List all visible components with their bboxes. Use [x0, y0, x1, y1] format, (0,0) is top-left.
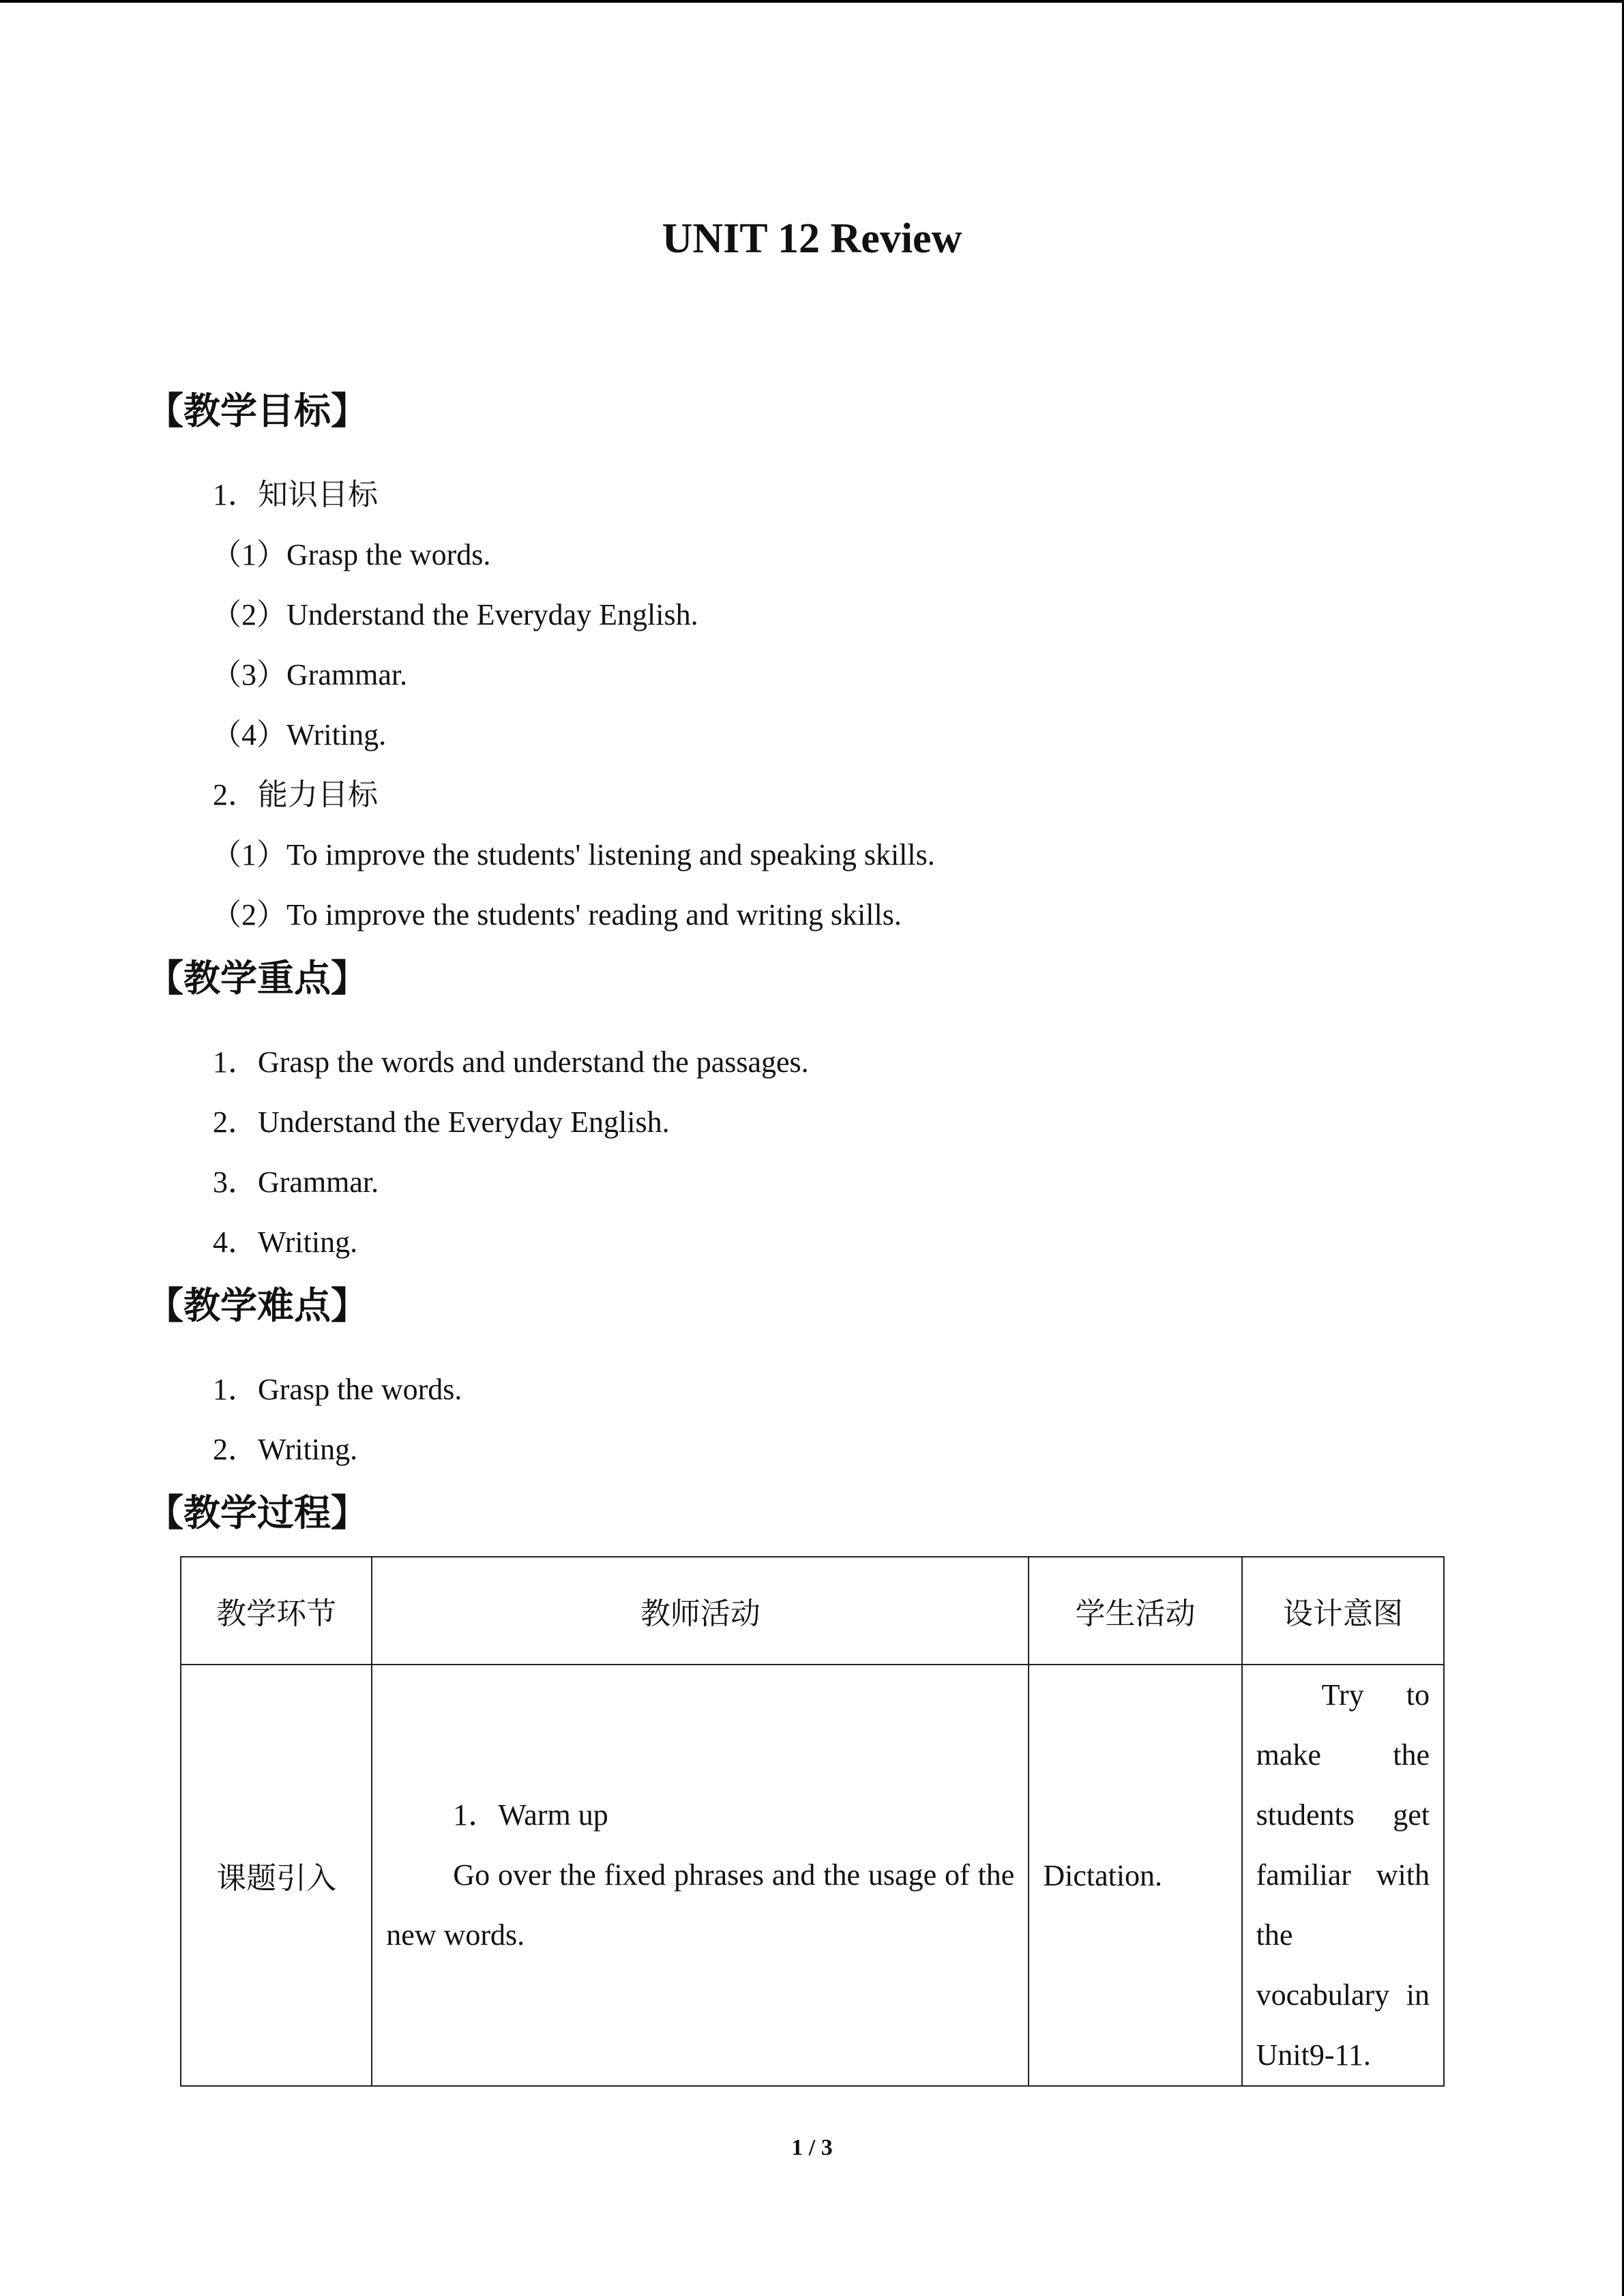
difficulty-item-1: 1．Grasp the words.	[213, 1373, 462, 1406]
knowledge-item-3: （3）Grammar.	[211, 658, 408, 691]
ability-item-2: （2）To improve the students' reading and writing skills.	[211, 898, 902, 931]
page-number: 1 / 3	[791, 2135, 833, 2160]
key-point-item-2: 2．Understand the Everyday English.	[213, 1105, 670, 1139]
key-point-item-3: 3．Grammar.	[213, 1165, 379, 1199]
cell-design-purpose	[1242, 1665, 1444, 2086]
knowledge-item-1: （1）Grasp the words.	[211, 538, 491, 571]
knowledge-item-4: （4）Writing.	[211, 718, 387, 751]
difficulty-item-2: 2．Writing.	[213, 1433, 358, 1466]
header-design-purpose: 设计意图	[1242, 1557, 1444, 1665]
key-points-heading: 【教学重点】	[147, 957, 368, 1000]
header-stage: 教学环节	[181, 1557, 372, 1665]
process-table	[180, 1556, 1445, 2087]
cell-stage: 课题引入	[181, 1665, 372, 2086]
ability-label: 2．能力目标	[213, 778, 378, 811]
key-point-item-1: 1．Grasp the words and understand the passages.	[213, 1045, 809, 1079]
page-top-border	[0, 0, 1624, 3]
student-activity-text: Dictation.	[1043, 1858, 1163, 1892]
page-title: UNIT 12 Review	[662, 215, 962, 262]
cell-student-activity	[1029, 1665, 1241, 2086]
key-point-item-4: 4．Writing.	[213, 1225, 358, 1259]
design-purpose-text: Try to make the students get familiar with the vocabulary in Unit9-11.	[1256, 1678, 1430, 2072]
process-heading: 【教学过程】	[147, 1491, 368, 1534]
header-teacher-activity: 教师活动	[372, 1557, 1029, 1665]
difficulties-heading: 【教学难点】	[147, 1284, 368, 1327]
table-header-row	[181, 1557, 1444, 1665]
objectives-heading: 【教学目标】	[147, 389, 368, 432]
ability-item-1: （1）To improve the students' listening and speaking skills.	[211, 838, 935, 871]
knowledge-label: 1．知识目标	[213, 478, 378, 511]
header-student-activity: 学生活动	[1029, 1557, 1241, 1665]
knowledge-item-2: （2）Understand the Everyday English.	[211, 598, 698, 631]
cell-teacher-activity	[372, 1665, 1029, 2086]
teacher-activity-text: Go over the fixed phrases and the usage of the new words.	[386, 1858, 1015, 1952]
teacher-activity-title: 1．Warm up	[453, 1798, 608, 1832]
table-row	[181, 1665, 1444, 2086]
